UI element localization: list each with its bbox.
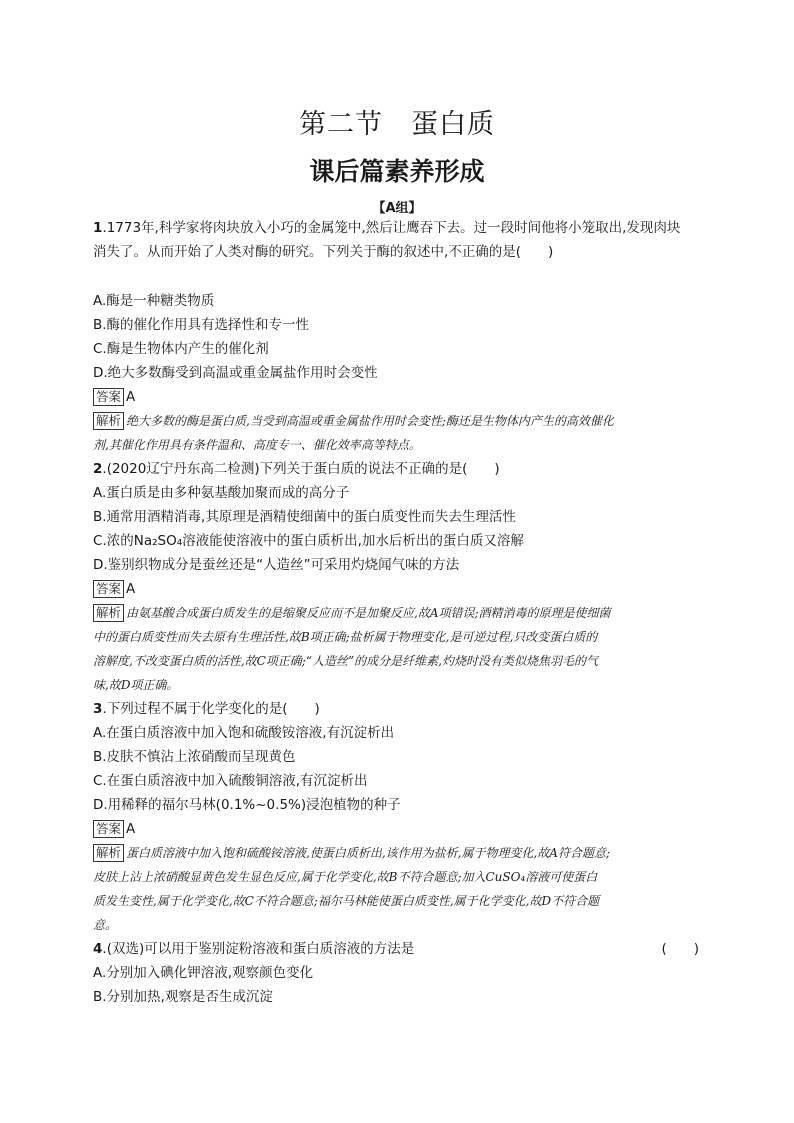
- q2-stem: [93, 457, 701, 481]
- q3-stem: [93, 697, 701, 721]
- q3-option-c: C.在蛋白质溶液中加入硫酸铜溶液,有沉淀析出: [93, 773, 368, 789]
- answer-tag: 答案: [93, 388, 124, 406]
- q3-stem-text: .下列过程不属于化学变化的是( ): [102, 701, 320, 717]
- q2-explanation-line-3: 溶解度,不改变蛋白质的活性,故C项正确;“人造丝”的成分是纤维素,灼烧时没有类似烧焦羽毛的气: [93, 654, 598, 668]
- q2-explanation-line-4: 味,故D项正确。: [93, 678, 179, 692]
- q2-option-a: A.蛋白质是由多种氨基酸加聚而成的高分子: [93, 485, 350, 501]
- answer-tag: 答案: [93, 820, 124, 838]
- q3-answer: [93, 817, 701, 841]
- q1-stem-line-1: [93, 216, 701, 240]
- q3-explanation-line-1: [93, 841, 701, 865]
- q3-explanation-line-2: 皮肤上沾上浓硝酸显黄色发生显色反应,属于化学变化,故B不符合题意;加入CuSO₄溶液可使蛋白: [93, 870, 598, 884]
- q2-explanation-text-1: 由氨基酸合成蛋白质发生的是缩聚反应而不是加聚反应,故A项错误;酒精消毒的原理是使细菌: [126, 606, 611, 620]
- q3-explanation-line-4: 意。: [93, 918, 118, 932]
- q3-option-a: A.在蛋白质溶液中加入饱和硫酸铵溶液,有沉淀析出: [93, 725, 395, 741]
- q1-answer-value: A: [126, 389, 136, 405]
- explain-tag: 解析: [93, 412, 124, 430]
- q1-explanation-line-1: [93, 409, 701, 433]
- q2-option-b: B.通常用酒精消毒,其原理是酒精使细菌中的蛋白质变性而失去生理活性: [93, 509, 516, 525]
- q3-option-b: B.皮肤不慎沾上浓硝酸而呈现黄色: [93, 749, 296, 765]
- q2-stem-text: .(2020辽宁丹东高二检测)下列关于蛋白质的说法不正确的是( ): [102, 461, 500, 477]
- q1-stem-line-2: 消失了。从而开始了人类对酶的研究。下列关于酶的叙述中,不正确的是( ): [93, 244, 554, 260]
- q1-option-b: B.酶的催化作用具有选择性和专一性: [93, 317, 310, 333]
- q3-answer-value: A: [126, 821, 136, 837]
- q1-option-c: C.酶是生物体内产生的催化剂: [93, 341, 269, 357]
- group-label: 【A组】: [372, 201, 422, 216]
- q4-stem-text: .(双选)可以用于鉴别淀粉溶液和蛋白质溶液的方法是: [102, 941, 415, 957]
- q1-number: 1: [93, 220, 103, 236]
- q3-explanation-text-1: 蛋白质溶液中加入饱和硫酸铵溶液,使蛋白质析出,该作用为盐析,属于物理变化,故A符合题意;: [126, 846, 610, 860]
- q1-stem-text-1: .1773年,科学家将肉块放入小巧的金属笼中,然后让鹰吞下去。过一段时间他将小笼取出,发现肉块: [102, 220, 681, 236]
- page-title: 第二节 蛋白质: [299, 109, 495, 140]
- q1-option-d: D.绝大多数酶受到高温或重金属盐作用时会变性: [93, 365, 378, 381]
- q3-option-d: D.用稀释的福尔马林(0.1%~0.5%)浸泡植物的种子: [93, 797, 401, 813]
- page-subtitle: 课后篇素养形成: [309, 157, 485, 186]
- q4-option-a: A.分别加入碘化钾溶液,观察颜色变化: [93, 965, 314, 981]
- q2-answer: [93, 577, 701, 601]
- q1-option-a: A.酶是一种糖类物质: [93, 293, 215, 309]
- q4-option-b: B.分别加热,观察是否生成沉淀: [93, 989, 273, 1005]
- q2-explanation-line-1: [93, 601, 701, 625]
- q1-explanation-text-1: 绝大多数的酶是蛋白质,当受到高温或重金属盐作用时会变性;酶还是生物体内产生的高效催化: [126, 414, 614, 428]
- q1-answer: [93, 385, 701, 409]
- q4-answer-parentheses: ( ): [661, 941, 699, 957]
- q2-explanation-line-2: 中的蛋白质变性而失去原有生理活性,故B项正确;盐析属于物理变化,是可逆过程,只改变蛋白质的: [93, 630, 598, 644]
- q3-number: 3: [93, 701, 103, 717]
- q2-number: 2: [93, 461, 103, 477]
- explain-tag: 解析: [93, 604, 124, 622]
- q2-answer-value: A: [126, 581, 136, 597]
- answer-tag: 答案: [93, 580, 124, 598]
- explain-tag: 解析: [93, 844, 124, 862]
- q1-explanation-line-2: 剂,其催化作用具有条件温和、高度专一、催化效率高等特点。: [93, 438, 421, 452]
- q4-number: 4: [93, 941, 103, 957]
- q3-explanation-line-3: 质发生变性,属于化学变化,故C不符合题意;福尔马林能使蛋白质变性,属于化学变化,故D不符合题: [93, 894, 600, 908]
- q4-stem: [93, 937, 701, 961]
- q2-option-d: D.鉴别织物成分是蚕丝还是“人造丝”可采用灼烧闻气味的方法: [93, 557, 460, 573]
- q2-option-c: C.浓的Na₂SO₄溶液能使溶液中的蛋白质析出,加水后析出的蛋白质又溶解: [93, 533, 524, 549]
